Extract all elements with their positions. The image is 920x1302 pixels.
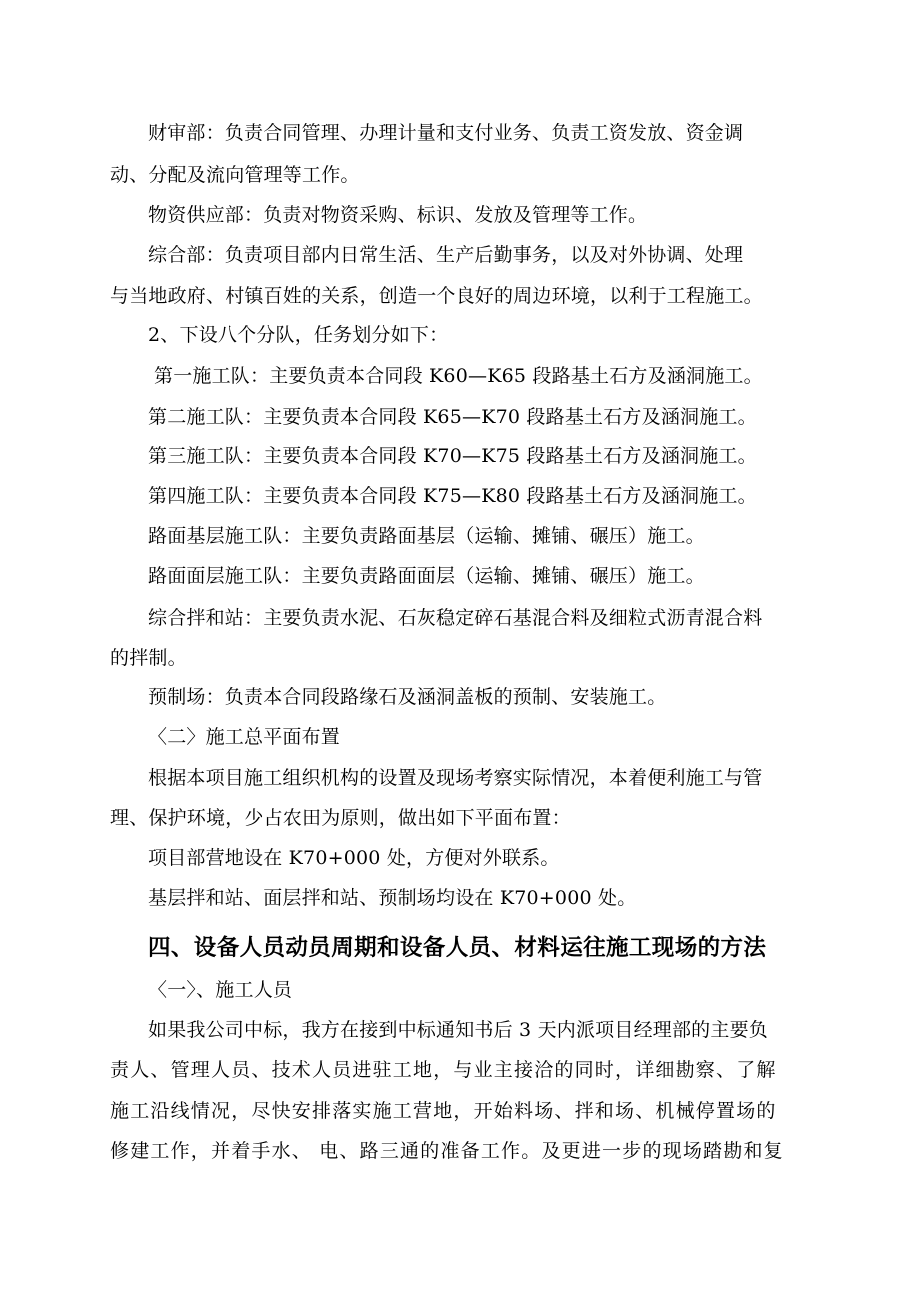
text-line: 责人、管理人员、技术人员进驻工地，与业主接洽的同时，详细勘察、了解 xyxy=(110,1059,777,1081)
text-line: 物资供应部：负责对物资采购、标识、发放及管理等工作。 xyxy=(148,204,648,226)
text-line: 理、保护环境，少占农田为原则，做出如下平面布置： xyxy=(110,807,571,829)
list-heading: 2、下设八个分队，任务划分如下： xyxy=(148,324,449,346)
text-line: 路面面层施工队：主要负责路面面层（运输、摊铺、碾压）施工。 xyxy=(148,565,705,587)
text-line: 如果我公司中标，我方在接到中标通知书后 3 天内派项目经理部的主要负 xyxy=(148,1019,768,1041)
text-line: 预制场：负责本合同段路缘石及涵洞盖板的预制、安装施工。 xyxy=(148,686,667,708)
text-line: 综合拌和站：主要负责水泥、石灰稳定碎石基混合料及细粒式沥青混合料 xyxy=(148,607,763,629)
text-line: 第四施工队：主要负责本合同段 K75—K80 段路基土石方及涵洞施工。 xyxy=(148,485,757,507)
text-line: 第三施工队：主要负责本合同段 K70—K75 段路基土石方及涵洞施工。 xyxy=(148,445,757,467)
text-line: 基层拌和站、面层拌和站、预制场均设在 K70+000 处。 xyxy=(148,887,637,909)
text-line: 财审部：负责合同管理、办理计量和支付业务、负责工资发放、资金调 xyxy=(148,122,744,144)
text-line: 项目部营地设在 K70+000 处，方便对外联系。 xyxy=(148,847,560,869)
text-line: 第一施工队：主要负责本合同段 K60—K65 段路基土石方及涵洞施工。 xyxy=(154,365,763,387)
text-line: 施工沿线情况，尽快安排落实施工营地，开始料场、拌和场、机械停置场的 xyxy=(110,1100,777,1122)
text-line: 动、分配及流向管理等工作。 xyxy=(110,164,360,186)
section-subheading: 〈一〉、施工人员 xyxy=(148,979,293,1001)
text-line: 路面基层施工队：主要负责路面基层（运输、摊铺、碾压）施工。 xyxy=(148,525,705,547)
text-line: 修建工作，并着手水、 电、路三通的准备工作。及更进一步的现场踏勘和复 xyxy=(110,1140,784,1162)
text-line: 与当地政府、村镇百姓的关系，创造一个良好的周边环境，以利于工程施工。 xyxy=(110,285,763,307)
text-line: 的拌制。 xyxy=(110,647,187,669)
text-line: 第二施工队：主要负责本合同段 K65—K70 段路基土石方及涵洞施工。 xyxy=(148,406,757,428)
section-heading: 四、设备人员动员周期和设备人员、材料运往施工现场的方法 xyxy=(148,935,767,961)
text-line: 综合部：负责项目部内日常生活、生产后勤事务，以及对外协调、处理 xyxy=(148,244,744,266)
section-subheading: 〈二〉施工总平面布置 xyxy=(148,726,341,748)
text-line: 根据本项目施工组织机构的设置及现场考察实际情况，本着便利施工与管 xyxy=(148,767,763,789)
